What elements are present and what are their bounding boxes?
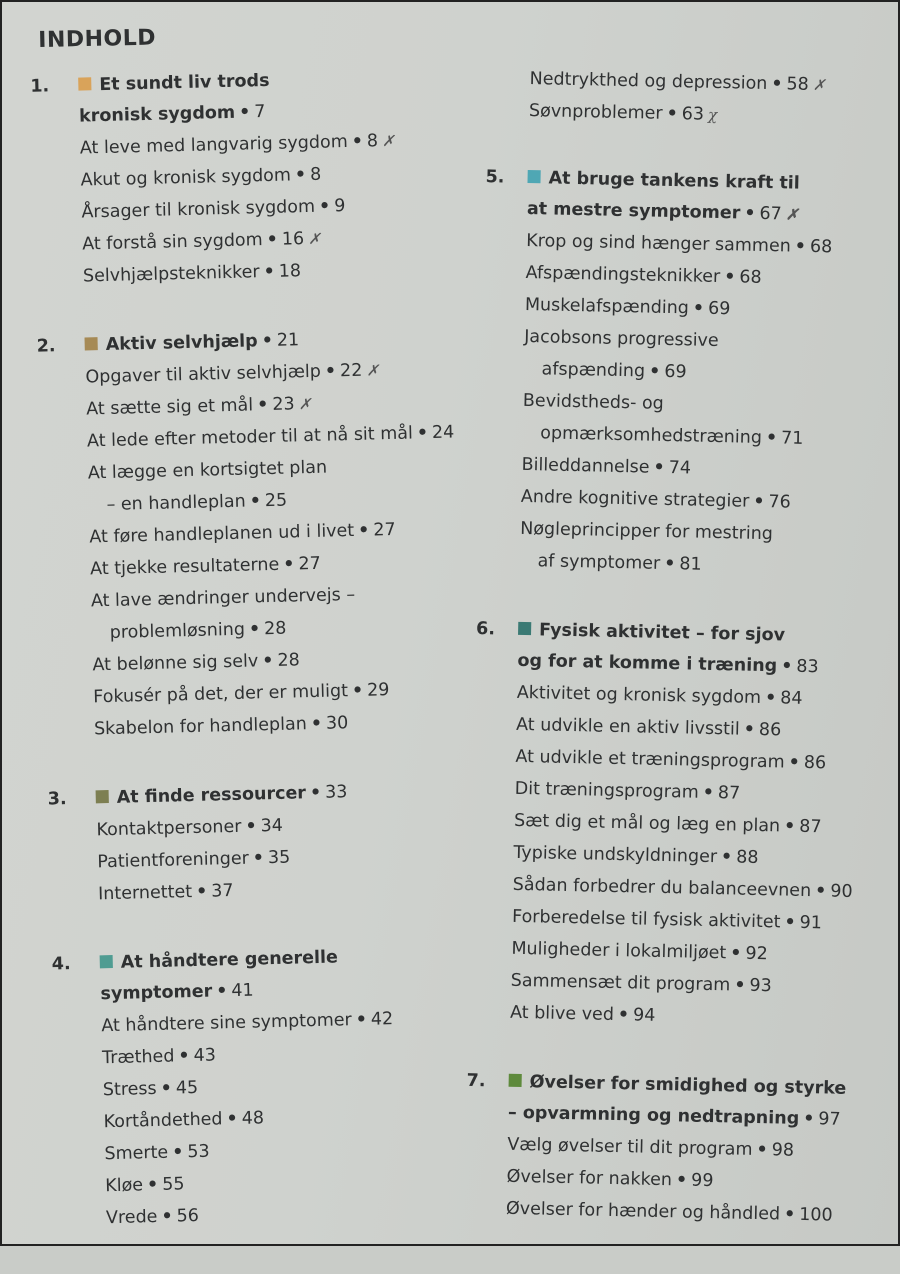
page-number: 43 <box>193 1045 217 1067</box>
page-number: 90 <box>830 881 853 902</box>
handwritten-mark: ✗ <box>366 361 380 380</box>
toc-entry-text: opmærksomhedstræning <box>540 423 763 448</box>
page-number: 45 <box>175 1077 199 1099</box>
bullet-dot: • <box>692 298 705 319</box>
bullet-dot: • <box>765 428 778 449</box>
toc-left-column <box>20 61 489 1273</box>
bullet-dot: • <box>226 1108 238 1130</box>
bullet-dot: • <box>263 261 276 283</box>
color-square-icon <box>518 622 531 635</box>
toc-entry-line <box>529 95 882 134</box>
page-number: 69 <box>664 361 687 383</box>
section-title: at mestre symptomer <box>526 198 741 224</box>
bullet-dot: • <box>743 719 756 740</box>
bullet-dot: • <box>784 912 796 933</box>
bullet-dot: • <box>617 1005 630 1026</box>
section-title: Øvelser for smidighed og styrke <box>529 1072 847 1099</box>
page-number: 98 <box>771 1140 795 1161</box>
toc-entry-text: At lede efter metoder til at nå sit mål <box>86 423 414 452</box>
color-square-icon <box>85 337 98 350</box>
toc-entry <box>529 95 882 134</box>
page-number: 34 <box>260 815 284 837</box>
page-number: 9 <box>333 196 346 217</box>
bullet-dot: • <box>146 1174 159 1196</box>
toc-entry-line <box>519 545 872 584</box>
bullet-dot: • <box>720 847 733 868</box>
page-number: 92 <box>745 943 768 965</box>
toc-entry-text: Opgaver til aktiv selvhjælp <box>85 361 322 388</box>
bullet-dot: • <box>252 848 265 869</box>
toc-entry-text: Dit træningsprogram <box>514 778 699 803</box>
bullet-dot: • <box>195 881 208 902</box>
bullet-dot: • <box>160 1078 173 1099</box>
page-number: 25 <box>264 490 288 512</box>
bullet-dot: • <box>666 103 678 125</box>
toc-entry-text: Muligheder i lokalmiljøet <box>511 938 727 964</box>
toc-entry-text: Typiske undskyldninger <box>513 842 718 868</box>
bullet-dot: • <box>215 981 228 1002</box>
page-number: 86 <box>758 719 782 741</box>
toc-entry-text: At sætte sig et mål <box>86 395 254 420</box>
page-number: 87 <box>717 783 741 804</box>
section-number: 1. <box>30 76 50 97</box>
toc-entry-text: Sæt dig et mål og læg en plan <box>513 810 781 837</box>
toc-entry <box>506 1193 859 1232</box>
section-number: 4. <box>51 954 71 975</box>
section-title: Et sundt liv trods <box>99 70 270 96</box>
bullet-dot: • <box>734 975 746 996</box>
handwritten-mark: ✗ <box>307 229 321 249</box>
toc-entry-text: At udvikle et træningsprogram <box>515 746 785 773</box>
bullet-dot: • <box>355 1009 368 1031</box>
toc-entry-text: Smerte <box>104 1142 169 1165</box>
toc-entry-text: Forberedelse til fysisk aktivitet <box>511 906 781 933</box>
toc-section <box>26 321 476 747</box>
bullet-dot: • <box>248 619 261 640</box>
toc-entry-text: problemløsning <box>109 619 246 643</box>
bullet-dot: • <box>744 203 756 224</box>
toc-entry-text: Nedtrykthed og depression <box>529 69 768 94</box>
toc-entry-text: Vælg øvelser til dit program <box>507 1134 753 1160</box>
toc-section <box>37 774 480 912</box>
bullet-dot: • <box>702 782 715 804</box>
page-number: 37 <box>211 881 234 902</box>
toc-entry-text: Kortåndethed <box>103 1109 223 1133</box>
bullet-dot: • <box>309 782 322 804</box>
bullet-dot: • <box>416 423 429 444</box>
section-title: At bruge tankens kraft til <box>548 168 800 194</box>
toc-entry <box>510 997 863 1036</box>
bullet-dot: • <box>351 131 364 152</box>
toc-entry-text: Patientforeninger <box>97 848 250 873</box>
page-number: 71 <box>780 428 804 449</box>
page-number: 30 <box>325 713 349 734</box>
color-square-icon <box>527 170 540 183</box>
bullet-dot: • <box>803 1108 815 1130</box>
continued-items <box>481 62 882 134</box>
page-number: 67 <box>759 203 783 225</box>
bullet-dot: • <box>756 1139 768 1161</box>
toc-entry-text: afspænding <box>541 359 646 382</box>
toc-entry-text: At udvikle en aktiv livsstil <box>515 714 740 740</box>
toc-entry-text: Nøgleprincipper for mestring <box>520 518 774 545</box>
page-number: 94 <box>632 1005 656 1026</box>
page-number: 87 <box>799 816 822 838</box>
section-items <box>43 1001 488 1236</box>
bullet-dot: • <box>675 1170 688 1191</box>
page-number: 63 <box>681 104 705 125</box>
page-number: 28 <box>277 650 300 671</box>
toc-entry-text: At håndtere sine symptomer <box>101 1010 352 1037</box>
toc-section <box>471 162 880 584</box>
page-number: 81 <box>679 554 702 575</box>
toc-entry <box>523 321 876 392</box>
toc-entry-text: Akut og kronisk sygdom <box>80 165 292 191</box>
toc-entry-text: Kontaktpersoner <box>96 816 242 841</box>
page-number: 99 <box>690 1170 714 1192</box>
bullet-dot: • <box>294 165 307 186</box>
page-number: 35 <box>267 847 291 869</box>
bullet-dot: • <box>764 688 777 709</box>
page-number: 16 <box>281 229 305 250</box>
page-number: 8 <box>366 131 379 152</box>
section-items <box>38 805 480 912</box>
bullet-dot: • <box>245 816 257 837</box>
bullet-dot: • <box>178 1046 190 1067</box>
toc-entry-text: At lave ændringer undervejs – <box>90 584 356 612</box>
bullet-dot: • <box>357 520 370 541</box>
bullet-dot: • <box>723 267 736 288</box>
bullet-dot: • <box>794 236 807 257</box>
page-number: 41 <box>231 980 254 1002</box>
section-title: Fysisk aktivitet – for sjov <box>538 620 786 646</box>
page-number: 8 <box>309 164 322 185</box>
toc-right-column <box>457 62 882 1270</box>
section-title: – opvarmning og nedtrapning <box>507 1102 800 1129</box>
toc-section <box>462 614 871 1036</box>
handwritten-mark: χ <box>707 105 718 124</box>
section-number: 6. <box>475 619 496 640</box>
toc-entry-text: Årsager til kronisk sygdom <box>81 196 316 223</box>
bullet-dot: • <box>324 361 337 382</box>
toc-entry <box>87 448 470 521</box>
page-number: 76 <box>768 492 791 513</box>
toc-entry-text: Øvelser for hænder og håndled <box>505 1198 781 1225</box>
bullet-dot: • <box>256 395 269 416</box>
color-square-icon <box>96 790 109 803</box>
page-number: 7 <box>254 102 266 123</box>
toc-entry-text: At blive ved <box>509 1002 615 1025</box>
page-number: 27 <box>298 553 321 575</box>
toc-section <box>20 61 465 294</box>
color-square-icon <box>78 77 91 90</box>
bullet-dot: • <box>653 457 665 478</box>
bullet-dot: • <box>780 656 793 677</box>
section-items <box>471 224 878 584</box>
bullet-dot: • <box>262 650 274 672</box>
bullet-dot: • <box>249 491 262 512</box>
page-number: 58 <box>786 74 810 95</box>
page-number: 55 <box>161 1174 185 1195</box>
page-number: 56 <box>176 1205 200 1227</box>
page-number: 53 <box>187 1141 210 1163</box>
page-number: 84 <box>780 688 803 709</box>
page-number: 28 <box>263 618 287 640</box>
page-number: 24 <box>431 422 455 444</box>
bullet-dot: • <box>161 1206 173 1227</box>
section-items <box>462 676 869 1036</box>
page-number: 21 <box>276 330 300 351</box>
bullet-dot: • <box>310 713 323 735</box>
toc-entry-text: – en handleplan <box>106 491 246 516</box>
toc-entry <box>519 513 872 584</box>
section-title: At håndtere generelle <box>120 947 339 973</box>
bullet-dot: • <box>261 330 274 352</box>
bullet-dot: • <box>788 752 801 773</box>
toc-entry-text: Vrede <box>105 1206 158 1229</box>
toc-entry <box>91 576 474 649</box>
bullet-dot: • <box>283 554 295 575</box>
section-title: symptomer <box>100 981 213 1005</box>
page-number: 97 <box>818 1109 841 1130</box>
bullet-dot: • <box>318 196 331 217</box>
toc-entry-text: Andre kognitive strategier <box>520 486 750 512</box>
page-number: 91 <box>799 912 823 934</box>
section-title: kronisk sygdom <box>78 102 236 127</box>
toc-entry-text: At lægge en kortsigtet plan <box>87 457 328 484</box>
page-title: INDHOLD <box>38 25 157 53</box>
section-title: At finde ressourcer <box>116 783 307 808</box>
toc-entry-text: Selvhjælpsteknikker <box>82 262 260 287</box>
handwritten-mark: ✗ <box>812 75 826 95</box>
toc-entry-text: At forstå sin sygdom <box>81 230 263 255</box>
bullet-dot: • <box>266 229 279 251</box>
bullet-dot: • <box>351 680 364 702</box>
toc-entry-text: af symptomer <box>537 551 661 574</box>
toc-entry-text: Træthed <box>101 1046 175 1069</box>
page-number: 93 <box>749 975 772 997</box>
toc-entry-text: Krop og sind hænger sammen <box>526 230 791 257</box>
bullet-dot: • <box>814 881 827 902</box>
handwritten-mark: ✗ <box>298 394 312 414</box>
bullet-dot: • <box>753 491 765 513</box>
section-number: 7. <box>466 1070 486 1092</box>
toc-entry-text: Internettet <box>97 882 193 905</box>
page-number: 33 <box>324 782 348 803</box>
toc-entry-text: At føre handleplanen ud i livet <box>89 520 355 548</box>
bullet-dot: • <box>171 1142 184 1163</box>
page-number: 88 <box>735 847 759 868</box>
page-number: 42 <box>370 1009 394 1030</box>
toc-entry-line <box>510 997 863 1036</box>
bullet-dot: • <box>771 74 783 95</box>
page-number: 86 <box>803 752 827 774</box>
section-items <box>27 352 476 747</box>
toc-entry-text: Afspændingsteknikker <box>525 262 721 288</box>
section-title: og for at komme i træning <box>517 650 778 677</box>
bullet-dot: • <box>730 943 742 964</box>
toc-entry-text: Fokusér på det, der er muligt <box>93 681 349 708</box>
toc-section <box>458 1066 861 1232</box>
section-title: Aktiv selvhjælp <box>105 331 258 355</box>
bullet-dot: • <box>648 361 661 382</box>
toc-entry-text: Muskelafspænding <box>524 294 690 319</box>
page-number: 68 <box>739 267 762 288</box>
page-number: 23 <box>272 394 295 415</box>
toc-section <box>41 939 488 1236</box>
section-number: 2. <box>36 336 56 357</box>
toc-entry-text: Billeddannelse <box>521 454 650 478</box>
toc-entry-text: At belønne sig selv <box>92 651 259 676</box>
bullet-dot: • <box>783 816 796 837</box>
section-items <box>458 1128 860 1232</box>
page-number: 69 <box>707 298 731 320</box>
handwritten-mark: ✗ <box>381 131 395 151</box>
toc-entry-text: Jacobsons progressive <box>524 326 719 352</box>
toc-entry-text: At tjekke resultaterne <box>89 554 280 580</box>
bullet-dot: • <box>663 553 676 575</box>
toc-entry-text: Sådan forbedrer du balanceevnen <box>512 874 812 902</box>
page-number: 83 <box>796 656 819 678</box>
section-items <box>22 123 466 294</box>
section-number: 5. <box>485 167 505 188</box>
toc-entry-text: Øvelser for nakken <box>506 1166 673 1191</box>
bullet-dot: • <box>238 102 251 123</box>
page-number: 100 <box>799 1204 833 1226</box>
toc-entry-text: Aktivitet og kronisk sygdom <box>516 682 762 708</box>
toc-entry-text: Bevidstheds- og <box>522 390 664 414</box>
page-number: 27 <box>373 519 396 541</box>
page-number: 48 <box>241 1108 265 1129</box>
toc-entry-text: Sammensæt dit program <box>510 970 731 996</box>
color-square-icon <box>509 1074 522 1087</box>
handwritten-mark: ✗ <box>785 205 799 224</box>
toc-entry-text: Søvnproblemer <box>528 100 663 124</box>
section-number: 3. <box>47 789 67 810</box>
page-number: 18 <box>278 261 302 282</box>
page-number: 29 <box>366 680 390 701</box>
toc-entry-text: At leve med langvarig sygdom <box>79 132 348 159</box>
page-number: 22 <box>339 360 363 382</box>
toc-entry-line <box>506 1193 859 1232</box>
toc-entry-text: Kløe <box>105 1175 144 1197</box>
toc-entry-text: Skabelon for handleplan <box>93 714 308 740</box>
page-number: 68 <box>809 236 833 258</box>
toc-entry-text: Stress <box>102 1078 157 1101</box>
color-square-icon <box>100 955 113 968</box>
bullet-dot: • <box>783 1204 796 1225</box>
page-number: 74 <box>668 458 692 479</box>
toc-entry <box>522 385 875 456</box>
